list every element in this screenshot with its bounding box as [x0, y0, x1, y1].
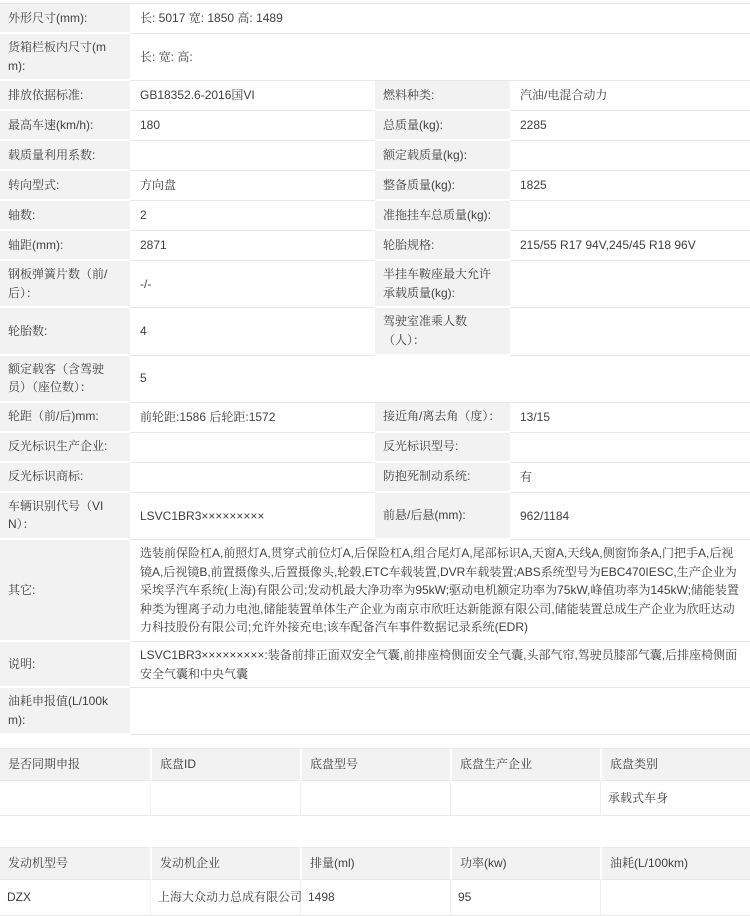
spec-row	[0, 403, 750, 433]
spec-value: LSVC1BR3×××××××××	[130, 493, 375, 540]
engine-table	[0, 847, 750, 915]
spec-value: 5	[130, 356, 375, 403]
cell-value	[0, 781, 150, 817]
vehicle-spec-table	[0, 3, 750, 735]
spec-label: 转向型式:	[0, 171, 130, 201]
spec-value: 2871	[130, 231, 375, 261]
engine-table-body	[0, 880, 750, 916]
spec-label: 车辆识别代号（VIN）：	[0, 493, 130, 540]
spec-value: 13/15	[510, 403, 750, 433]
column-header: 发动机企业	[150, 847, 300, 880]
spec-value: 215/55 R17 94V,245/45 R18 96V	[510, 231, 750, 261]
chassis-header-row	[0, 748, 750, 781]
spec-value: 选装前保险杠A,前照灯A,贯穿式前位灯A,后保险杠A,组合尾灯A,尾部标识A,天窗A,天线A,侧窗饰条A,门把手A,后视镜A,后视镜B,前置摄像头,后置摄像头,轮毂,ETC车载装置,DVR车载装置;ABS系统型号为EBC470IESC,生产企业为采埃孚汽车系统(上海)有限公司;发动机最大净功率为95kW;驱动电机额定功率为75kW,峰值功率为145kW;储能装置种类为锂离子动力电池,储能装置单体生产企业为南京市欣旺达新能源有限公司,储能装置总成生产企业为欣旺达动力科技股份有限公司;允许外接充电;该车配备汽车事件数据记录系统(EDR)	[130, 540, 750, 642]
engine-table-head	[0, 847, 750, 880]
engine-data-row	[0, 880, 750, 916]
spec-value	[510, 433, 750, 463]
spec-value	[130, 433, 375, 463]
spec-row	[0, 34, 750, 81]
spec-label: 半挂车鞍座最大允许承载质量(kg):	[375, 261, 510, 308]
cell-value: 95	[450, 880, 600, 916]
spec-row	[0, 201, 750, 231]
spec-label: 轮胎规格:	[375, 231, 510, 261]
cell-value	[150, 781, 300, 817]
spec-value	[130, 141, 375, 171]
chassis-data-row	[0, 781, 750, 817]
spec-value: 长: 宽: 高:	[130, 34, 750, 81]
cell-value: DZX	[0, 880, 150, 916]
spec-value: 前轮距:1586 后轮距:1572	[130, 403, 375, 433]
column-header: 发动机型号	[0, 847, 150, 880]
spec-row	[0, 261, 750, 308]
spec-value	[510, 261, 750, 308]
spec-value: 2285	[510, 111, 750, 141]
spec-label: 轴距(mm):	[0, 231, 130, 261]
spec-value: 汽油/电混合动力	[510, 81, 750, 111]
spec-label: 额定载客（含驾驶员）（座位数）：	[0, 356, 130, 403]
spec-label: 防抱死制动系统:	[375, 463, 510, 493]
column-header: 底盘生产企业	[450, 748, 600, 781]
column-header: 油耗(L/100km)	[600, 847, 750, 880]
column-header: 功率(kw)	[450, 847, 600, 880]
spec-label: 轮距（前/后)mm:	[0, 403, 130, 433]
column-header: 排量(ml)	[300, 847, 450, 880]
spec-value	[510, 201, 750, 231]
spec-row	[0, 171, 750, 201]
column-header: 底盘ID	[150, 748, 300, 781]
spec-value: -/-	[130, 261, 375, 308]
spec-value: GB18352.6-2016国VI	[130, 81, 375, 111]
spec-row	[0, 81, 750, 111]
spec-value	[510, 308, 750, 355]
engine-header-row	[0, 847, 750, 880]
spec-label: 反光标识型号:	[375, 433, 510, 463]
cell-value: 1498	[300, 880, 450, 916]
spec-row	[0, 356, 750, 403]
spec-row	[0, 231, 750, 261]
chassis-table	[0, 748, 750, 816]
spec-value: 长: 5017 宽: 1850 高: 1489	[130, 4, 750, 34]
spec-row	[0, 540, 750, 642]
spec-label: 油耗申报值(L/100km):	[0, 688, 130, 735]
cell-value: 承载式车身	[600, 781, 750, 817]
spec-empty-cell	[510, 356, 750, 403]
spec-row	[0, 463, 750, 493]
spec-label: 总质量(kg):	[375, 111, 510, 141]
spec-row	[0, 308, 750, 355]
spec-value: LSVC1BR3×××××××××:装备前排正面双安全气囊,前排座椅侧面安全气囊,头部气帘,驾驶员膝部气囊,后排座椅侧面安全气囊和中央气囊	[130, 642, 750, 688]
cell-value: 上海大众动力总成有限公司	[150, 880, 300, 916]
spec-label: 燃料种类:	[375, 81, 510, 111]
spec-label: 轴数:	[0, 201, 130, 231]
spec-value: 180	[130, 111, 375, 141]
spec-label: 额定载质量(kg):	[375, 141, 510, 171]
spec-row	[0, 688, 750, 735]
spec-value: 有	[510, 463, 750, 493]
spec-label: 反光标识商标:	[0, 463, 130, 493]
spec-label: 整备质量(kg):	[375, 171, 510, 201]
spec-value: 2	[130, 201, 375, 231]
spec-value: 1825	[510, 171, 750, 201]
cell-value	[600, 880, 750, 916]
spec-label: 钢板弹簧片数（前/后）：	[0, 261, 130, 308]
spec-label: 其它:	[0, 540, 130, 642]
spec-empty-cell	[375, 356, 510, 403]
spec-label: 外形尺寸(mm):	[0, 4, 130, 34]
cell-value	[300, 781, 450, 817]
column-header: 底盘类别	[600, 748, 750, 781]
column-header: 是否同期申报	[0, 748, 150, 781]
vehicle-spec-table-body	[0, 4, 750, 735]
spec-value: 方向盘	[130, 171, 375, 201]
spec-row	[0, 111, 750, 141]
spec-value	[510, 141, 750, 171]
cell-value	[450, 781, 600, 817]
spec-value	[130, 463, 375, 493]
spec-label: 驾驶室准乘人数（人）：	[375, 308, 510, 355]
spec-label: 准拖挂车总质量(kg):	[375, 201, 510, 231]
spec-row	[0, 141, 750, 171]
spec-row	[0, 642, 750, 688]
spec-label: 前悬/后悬(mm):	[375, 493, 510, 540]
spec-row	[0, 433, 750, 463]
spec-value: 962/1184	[510, 493, 750, 540]
column-header: 底盘型号	[300, 748, 450, 781]
spec-label: 排放依据标准:	[0, 81, 130, 111]
spec-value: 4	[130, 308, 375, 355]
spec-label: 货箱栏板内尺寸(mm):	[0, 34, 130, 81]
spec-label: 载质量利用系数:	[0, 141, 130, 171]
spec-label: 接近角/离去角（度）：	[375, 403, 510, 433]
spec-value	[130, 688, 750, 735]
spec-label: 反光标识生产企业:	[0, 433, 130, 463]
spec-label: 最高车速(km/h):	[0, 111, 130, 141]
spec-row	[0, 4, 750, 34]
chassis-table-body	[0, 781, 750, 817]
chassis-table-head	[0, 748, 750, 781]
spec-label: 说明:	[0, 642, 130, 688]
spec-row	[0, 493, 750, 540]
spec-label: 轮胎数:	[0, 308, 130, 355]
